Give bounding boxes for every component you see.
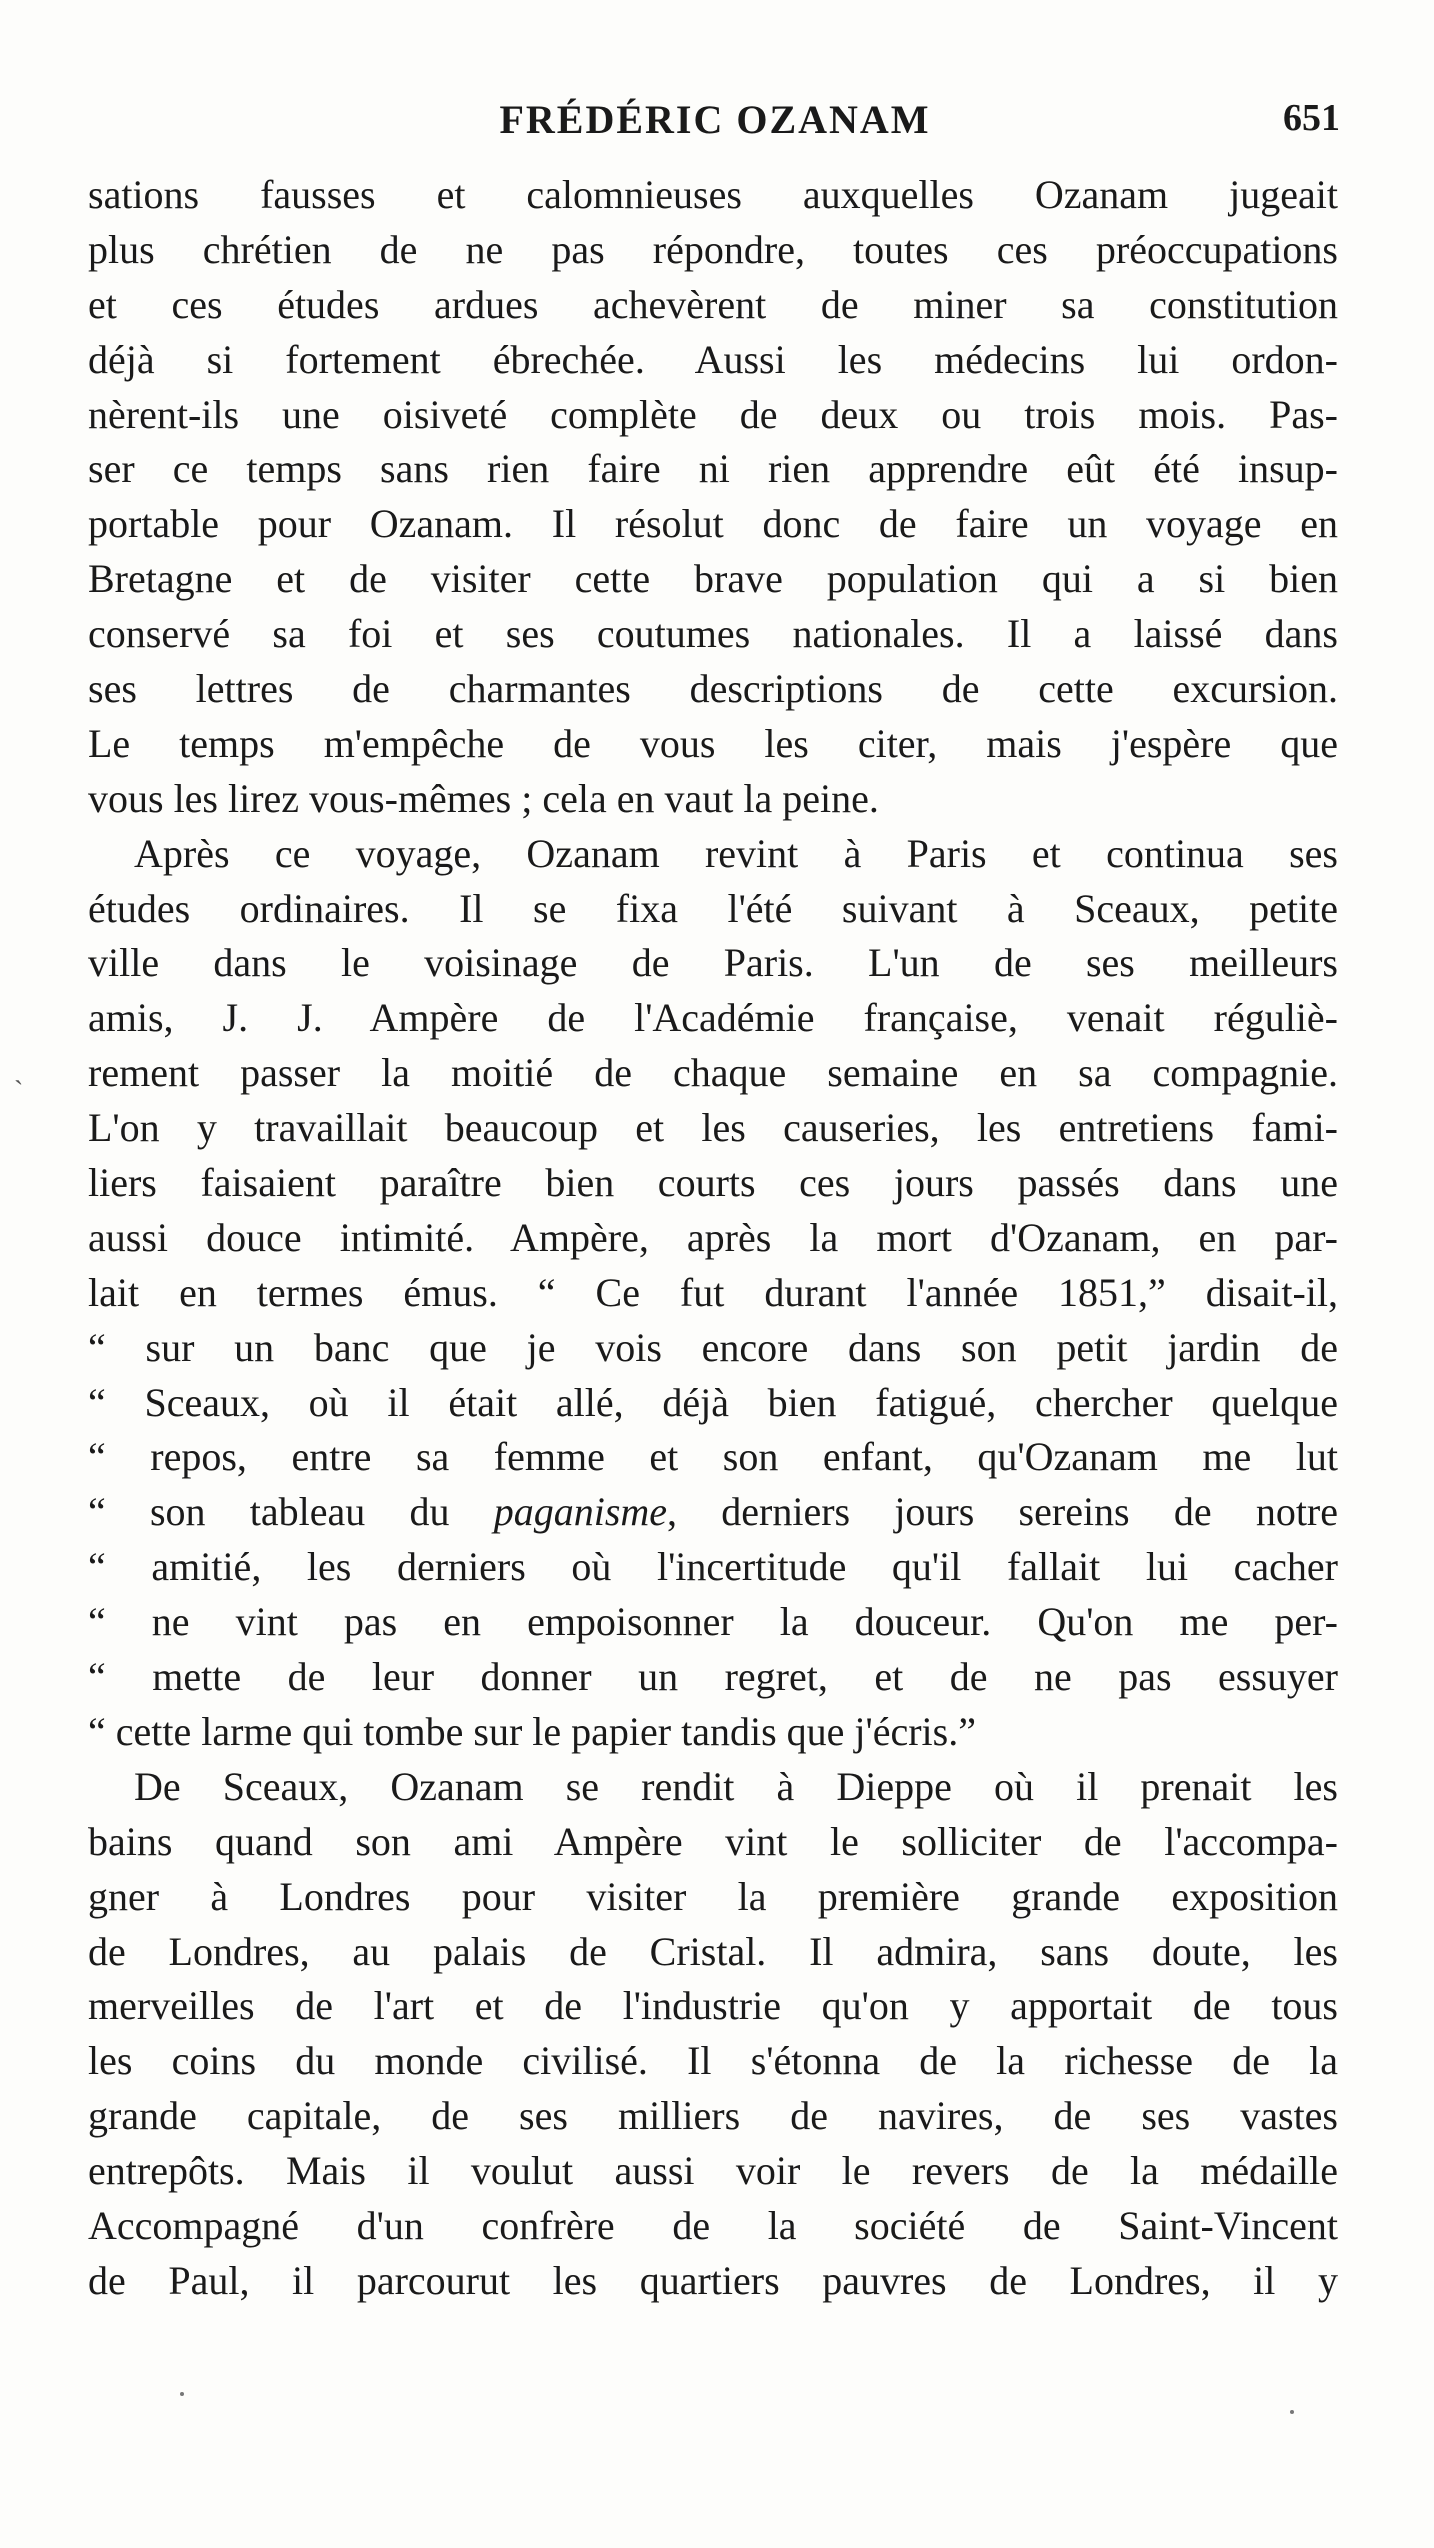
running-title: FRÉDÉRIC OZANAM (499, 97, 931, 142)
text-line: plus chrétien de ne pas répondre, toutes ces préoccupations (88, 226, 1338, 272)
text-line: de Paul, il parcourut les quartiers pauvres de Londres, il y (88, 2257, 1338, 2303)
running-head (90, 96, 1340, 156)
text-line: grande capitale, de ses milliers de navires, de ses vastes (88, 2093, 1338, 2139)
text-line: “ mette de leur donner un regret, et de ne pas essuyer (88, 1654, 1338, 1700)
margin-mark: ˋ (14, 1076, 24, 1107)
text-line: Le temps m'empêche de vous les citer, mais j'espère que (88, 720, 1338, 766)
text-line: lait en termes émus. “ Ce fut durant l'année 1851,” disait-il, (88, 1269, 1338, 1315)
text-line: “ sur un banc que je vois encore dans son petit jardin de (88, 1324, 1338, 1370)
text-line: sations fausses et calomnieuses auxquelles Ozanam jugeait (88, 172, 1338, 217)
page-number: 651 (1283, 97, 1340, 139)
text-line: entrepôts. Mais il voulut aussi voir le revers de la médaille (88, 2148, 1338, 2194)
text-line: rement passer la moitié de chaque semaine en sa compagnie. (88, 1050, 1338, 1096)
text-line: “ amitié, les derniers où l'incertitude qu'il fallait lui cacher (88, 1544, 1338, 1590)
text-line: nèrent-ils une oisiveté complète de deux ou trois mois. Pas- (88, 391, 1338, 437)
text-line: Bretagne et de visiter cette brave population qui a si bien (88, 556, 1338, 602)
text-line: merveilles de l'art et de l'industrie qu'on y apportait de tous (88, 1983, 1338, 2029)
text-line: de Londres, au palais de Cristal. Il admira, sans doute, les (88, 1928, 1338, 1974)
text-line: ses lettres de charmantes descriptions de cette excursion. (88, 666, 1338, 712)
text-line: De Sceaux, Ozanam se rendit à Dieppe où il prenait les (134, 1763, 1338, 1809)
text-line: les coins du monde civilisé. Il s'étonna de la richesse de la (88, 2038, 1338, 2084)
text-line: études ordinaires. Il se fixa l'été suivant à Sceaux, petite (88, 885, 1338, 931)
text-line: et ces études ardues achevèrent de miner sa constitution (88, 281, 1338, 327)
text-line: ville dans le voisinage de Paris. L'un de ses meilleurs (88, 940, 1338, 986)
text-line: déjà si fortement ébrechée. Aussi les médecins lui ordon- (88, 336, 1338, 382)
text-line: “ Sceaux, où il était allé, déjà bien fatigué, chercher quelque (88, 1379, 1338, 1425)
text-line: ser ce temps sans rien faire ni rien apprendre eût été insup- (88, 446, 1338, 492)
text-line: liers faisaient paraître bien courts ces jours passés dans une (88, 1160, 1338, 1206)
text-line: Après ce voyage, Ozanam revint à Paris et continua ses (134, 830, 1338, 876)
text-line: gner à Londres pour visiter la première grande exposition (88, 1873, 1338, 1919)
body-text (88, 168, 1338, 2309)
text-line: “ repos, entre sa femme et son enfant, qu'Ozanam me lut (88, 1434, 1338, 1480)
text-line: aussi douce intimité. Ampère, après la mort d'Ozanam, en par- (88, 1214, 1338, 1260)
text-line: bains quand son ami Ampère vint le solliciter de l'accompa- (88, 1818, 1338, 1864)
paper-speck (180, 2392, 184, 2396)
text-line: amis, J. J. Ampère de l'Académie française, venait réguliè- (88, 995, 1338, 1041)
text-line: “ ne vint pas en empoisonner la douceur. Qu'on me per- (88, 1599, 1338, 1645)
text-line: conservé sa foi et ses coutumes nationales. Il a laissé dans (88, 611, 1338, 657)
text-line: portable pour Ozanam. Il résolut donc de faire un voyage en (88, 501, 1338, 547)
text-line: Accompagné d'un confrère de la société de Saint-Vincent (88, 2202, 1338, 2248)
text-line: “ cette larme qui tombe sur le papier tandis que j'écris.” (88, 1708, 976, 1754)
paper-speck (1290, 2410, 1294, 2414)
text-line: vous les lirez vous-mêmes ; cela en vaut la peine. (88, 775, 879, 821)
text-line: L'on y travaillait beaucoup et les causeries, les entretiens fami- (88, 1105, 1338, 1151)
italic-word: paganisme (493, 1489, 668, 1535)
text-line: “ son tableau du paganisme, derniers jours sereins de notre (88, 1489, 1338, 1535)
